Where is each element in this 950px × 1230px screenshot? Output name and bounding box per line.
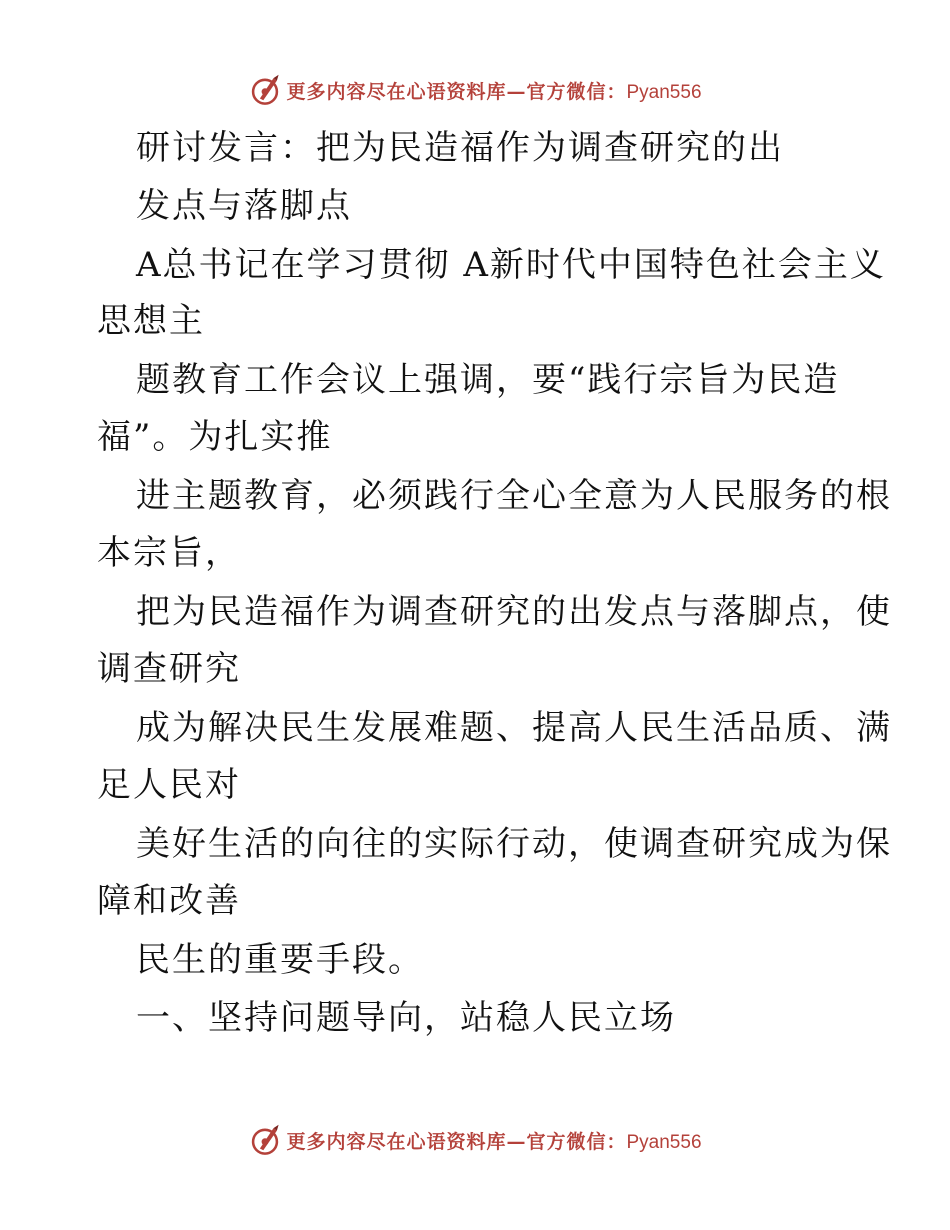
paragraph-line: 进主题教育，必须践行全心全意为人民服务的根 xyxy=(136,476,892,516)
pen-logo-icon xyxy=(248,1123,282,1157)
banner-main-text: 更多内容尽在心语资料库—官方微信： xyxy=(286,80,627,103)
paragraph-line: 思想主 xyxy=(97,301,205,341)
paragraph-line: 足人民对 xyxy=(97,765,241,805)
paragraph-line: 题教育工作会议上强调，要“践行宗旨为民造 xyxy=(136,360,840,400)
banner-handle-text: Pyan556 xyxy=(626,1131,702,1153)
paragraph-line: 福”。为扎实推 xyxy=(97,417,333,457)
footer-banner xyxy=(0,1120,950,1160)
paragraph-line: 把为民造福作为调查研究的出发点与落脚点，使 xyxy=(136,592,892,632)
banner-handle-text: Pyan556 xyxy=(626,81,702,103)
paragraph-line: 成为解决民生发展难题、提高人民生活品质、满 xyxy=(136,708,892,748)
paragraph-line: 障和改善 xyxy=(97,881,241,921)
title-line-1: 研讨发言：把为民造福作为调查研究的出 xyxy=(136,128,784,168)
paragraph-line: 民生的重要手段。 xyxy=(136,940,424,980)
paragraph-line: 美好生活的向往的实际行动，使调查研究成为保 xyxy=(136,824,892,864)
banner-text xyxy=(286,1127,701,1154)
banner-main-text: 更多内容尽在心语资料库—官方微信： xyxy=(286,1130,627,1153)
paragraph-line: 本宗旨， xyxy=(97,533,241,573)
paragraph-line: 调查研究 xyxy=(97,649,241,689)
title-line-2: 发点与落脚点 xyxy=(136,186,352,226)
paragraph-line: A总书记在学习贯彻 A新时代中国特色社会主义 xyxy=(136,245,886,285)
section-heading: 一、坚持问题导向，站稳人民立场 xyxy=(136,998,676,1038)
